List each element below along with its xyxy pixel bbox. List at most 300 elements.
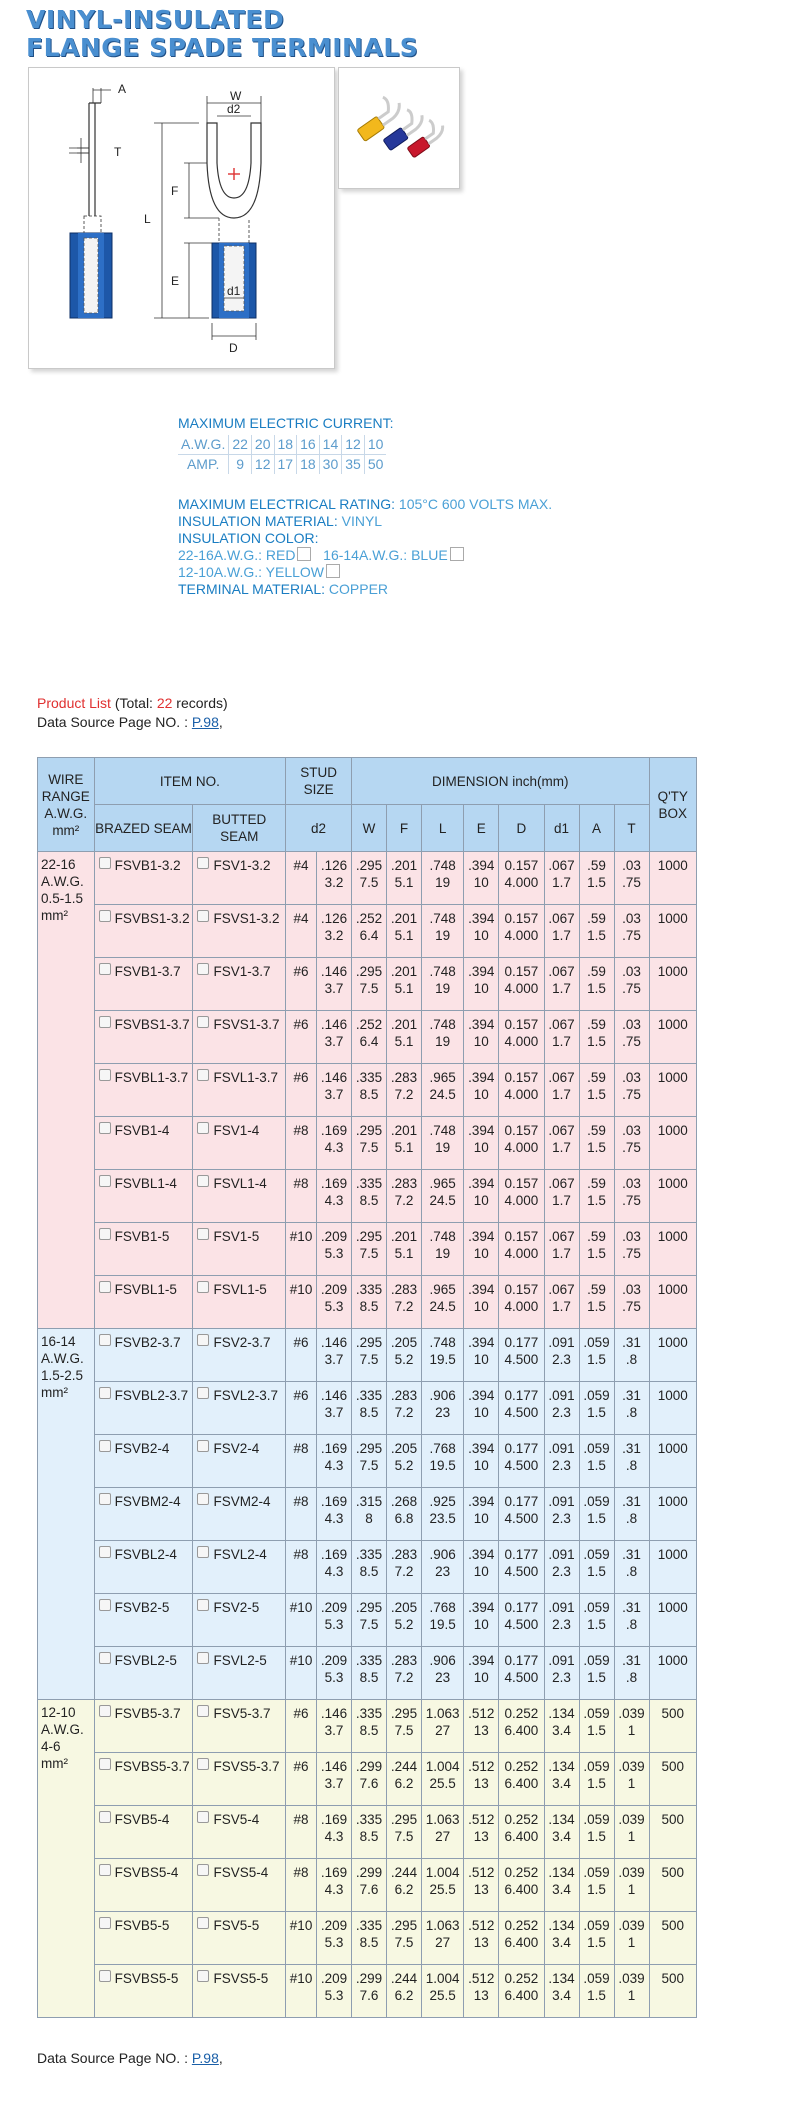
dim-d2-cell (317, 1488, 352, 1541)
mm-value: 2.3 (552, 1511, 571, 1526)
inch-value: .512 (468, 1706, 495, 1721)
select-checkbox[interactable] (99, 1334, 111, 1346)
mm-value: .75 (622, 875, 641, 890)
mm-value: 8.5 (359, 1829, 379, 1844)
mm-value: .75 (622, 1246, 641, 1261)
dim-t-cell (614, 1594, 649, 1647)
dim-l-cell (422, 1647, 464, 1700)
mm-value: 3.7 (324, 981, 344, 996)
mm-value: 4.000 (504, 981, 539, 996)
brazed-item-no: FSVBL1-5 (114, 1282, 177, 1297)
inch-value: .394 (468, 858, 495, 873)
mm-value: 1.5 (587, 1193, 606, 1208)
brazed-item-cell (94, 1965, 193, 2018)
inch-value: 0.252 (504, 1918, 539, 1933)
total-close: records) (172, 695, 228, 711)
dim-a-cell (579, 1806, 614, 1859)
mm-value: 5.3 (324, 1935, 344, 1950)
dim-d-cell (499, 1170, 544, 1223)
dim-d1-cell (544, 1329, 579, 1382)
dim-e-label: E (171, 274, 180, 288)
mm-value: 7.5 (359, 875, 379, 890)
stud-size-cell: #8 (286, 1541, 317, 1594)
select-checkbox[interactable] (99, 1016, 111, 1028)
mm-value: 5.2 (394, 1458, 414, 1473)
title-line-1: VINYL-INSULATED (26, 5, 285, 34)
color-blue-text: 16-14A.W.G.: BLUE (323, 547, 448, 563)
qty-box-cell: 1000 (649, 1382, 696, 1435)
inch-value: .201 (390, 1123, 418, 1138)
inch-value: 0.252 (504, 1759, 539, 1774)
dim-l-cell (422, 1488, 464, 1541)
dim-e-cell (464, 1647, 499, 1700)
select-checkbox[interactable] (197, 1864, 209, 1876)
mm-value: 1.5 (587, 1882, 606, 1897)
inch-value: .283 (390, 1388, 418, 1403)
mm-value: 5.3 (324, 1670, 344, 1685)
mm-value: 1.5 (587, 1140, 606, 1155)
mm-value: .8 (625, 1458, 638, 1473)
inch-value: .059 (583, 1547, 610, 1562)
inch-value: .59 (587, 1176, 606, 1191)
terminal-line (178, 581, 552, 598)
select-checkbox[interactable] (197, 963, 209, 975)
brazed-item-no: FSVBL2-5 (114, 1653, 177, 1668)
mm-value: 3.4 (552, 1829, 571, 1844)
inch-value: 0.252 (504, 1706, 539, 1721)
inch-value: .146 (320, 1706, 348, 1721)
dim-t-cell (614, 1382, 649, 1435)
butted-item-cell (193, 1011, 286, 1064)
dim-f-cell (387, 1541, 422, 1594)
mm-value: 3.4 (552, 1882, 571, 1897)
inch-value: .295 (390, 1812, 418, 1827)
select-checkbox[interactable] (99, 1493, 111, 1505)
select-checkbox[interactable] (197, 1758, 209, 1770)
mm-value: 1 (627, 1882, 636, 1897)
brazed-item-no: FSVBL2-3.7 (114, 1388, 189, 1403)
inch-value: .067 (548, 1176, 575, 1191)
select-checkbox[interactable] (99, 1387, 111, 1399)
mm-value: 1.5 (587, 1776, 606, 1791)
dim-d-cell (499, 1276, 544, 1329)
inch-value: .335 (355, 1388, 383, 1403)
select-checkbox[interactable] (197, 1016, 209, 1028)
select-checkbox[interactable] (99, 963, 111, 975)
brazed-item-no: FSVBL1-4 (114, 1176, 177, 1191)
select-checkbox[interactable] (99, 1175, 111, 1187)
inch-value: .205 (390, 1335, 418, 1350)
inch-value: .039 (618, 1759, 645, 1774)
dim-e-cell (464, 1329, 499, 1382)
dim-l-cell (422, 1859, 464, 1912)
inch-value: .31 (622, 1335, 641, 1350)
mm-value: 5.3 (324, 1246, 344, 1261)
mm-value: 5.1 (394, 981, 414, 996)
dim-t-cell (614, 1223, 649, 1276)
mm-value: 2.3 (552, 1564, 571, 1579)
mm-value: 5.1 (394, 1246, 414, 1261)
wire-range-line: mm² (41, 1756, 68, 1771)
dim-d2-cell (317, 1753, 352, 1806)
mm-value: 10 (473, 875, 489, 890)
inch-value: 0.252 (504, 1865, 539, 1880)
mm-value: 13 (473, 1882, 489, 1897)
dim-d2-cell (317, 1276, 352, 1329)
select-checkbox[interactable] (99, 1917, 111, 1929)
mm-value: 7.5 (359, 1352, 379, 1367)
mm-value: 1 (627, 1988, 636, 2003)
mm-value: .8 (625, 1405, 638, 1420)
inch-value: .394 (468, 1653, 495, 1668)
inch-value: .31 (622, 1441, 641, 1456)
mm-value: 1.7 (552, 1193, 571, 1208)
mm-value: 24.5 (429, 1299, 456, 1314)
awg-value: 20 (251, 435, 274, 455)
mm-value: 3.4 (552, 1776, 571, 1791)
select-checkbox[interactable] (197, 1281, 209, 1293)
qty-box-cell: 1000 (649, 1647, 696, 1700)
dim-a-cell (579, 1753, 614, 1806)
dim-w-cell (352, 1170, 387, 1223)
dim-a-cell (579, 1647, 614, 1700)
dim-l-cell (422, 1382, 464, 1435)
select-checkbox[interactable] (99, 1599, 111, 1611)
dim-e-cell (464, 852, 499, 905)
inch-value: .295 (355, 1600, 383, 1615)
specifications (178, 415, 552, 598)
mm-value: 1.5 (587, 1034, 606, 1049)
inch-value: .03 (622, 1017, 641, 1032)
select-checkbox[interactable] (197, 1705, 209, 1717)
footer-source-link[interactable]: P.98 (191, 2050, 219, 2066)
select-checkbox[interactable] (197, 1334, 209, 1346)
amp-row (178, 455, 386, 475)
select-checkbox[interactable] (99, 857, 111, 869)
dim-l-cell (422, 852, 464, 905)
dim-t-cell (614, 1488, 649, 1541)
select-checkbox[interactable] (197, 1546, 209, 1558)
mm-value: .75 (622, 1034, 641, 1049)
dim-a-cell (579, 1170, 614, 1223)
mm-value: 10 (473, 1246, 489, 1261)
qty-box-cell: 500 (649, 1859, 696, 1912)
stud-size-cell: #6 (286, 1753, 317, 1806)
inch-value: .748 (429, 964, 456, 979)
mm-value: 10 (473, 1352, 489, 1367)
source-tail: , (218, 714, 223, 730)
select-checkbox[interactable] (99, 1440, 111, 1452)
butted-item-cell (193, 1700, 286, 1753)
dim-d2-cell (317, 1170, 352, 1223)
stud-size-cell: #10 (286, 1912, 317, 1965)
select-checkbox[interactable] (99, 1705, 111, 1717)
select-checkbox[interactable] (197, 1175, 209, 1187)
dim-e-cell (464, 1276, 499, 1329)
select-checkbox[interactable] (197, 1228, 209, 1240)
inch-value: .244 (390, 1759, 418, 1774)
amp-label: AMP. (178, 455, 229, 475)
inch-value: .906 (429, 1388, 456, 1403)
dim-w-cell (352, 1382, 387, 1435)
mm-value: 10 (473, 1670, 489, 1685)
dim-a-cell (579, 1117, 614, 1170)
select-checkbox[interactable] (99, 910, 111, 922)
dim-e-cell (464, 1223, 499, 1276)
mm-value: 1.7 (552, 928, 571, 943)
dim-a-cell (579, 1276, 614, 1329)
brazed-item-cell (94, 852, 193, 905)
mm-value: 7.5 (394, 1935, 414, 1950)
mm-value: 25.5 (429, 1776, 456, 1791)
inch-value: .59 (587, 1123, 606, 1138)
awg-label: A.W.G. (178, 435, 229, 455)
butted-item-cell (193, 1382, 286, 1435)
qty-box-cell: 500 (649, 1700, 696, 1753)
mm-value: 4.3 (324, 1511, 344, 1526)
inch-value: .965 (429, 1176, 456, 1191)
dim-d1-cell (544, 1806, 579, 1859)
inch-value: 1.004 (425, 1759, 460, 1774)
inch-value: .067 (548, 1070, 575, 1085)
select-checkbox[interactable] (99, 1970, 111, 1982)
mm-value: .8 (625, 1670, 638, 1685)
butted-item-no: FSVL1-4 (213, 1176, 267, 1191)
footer-source-label: Data Source Page NO. : (37, 2050, 192, 2066)
select-checkbox[interactable] (197, 1069, 209, 1081)
mm-value: 4.3 (324, 1882, 344, 1897)
select-checkbox[interactable] (197, 857, 209, 869)
brazed-item-cell (94, 1117, 193, 1170)
dim-f-cell (387, 958, 422, 1011)
mm-value: 6.400 (504, 1882, 539, 1897)
select-checkbox[interactable] (197, 1652, 209, 1664)
insulation-label: INSULATION MATERIAL: (178, 513, 338, 529)
butted-item-no: FSVS5-5 (213, 1971, 269, 1986)
table-row (38, 1435, 697, 1488)
mm-value: 1.5 (587, 1670, 606, 1685)
wire-range-cell (38, 1329, 95, 1700)
qty-box-cell: 1000 (649, 1488, 696, 1541)
header-wire-range: WIRE RANGE A.W.G. mm² (38, 758, 95, 852)
mm-value: 1.5 (587, 1935, 606, 1950)
inch-value: 0.157 (504, 1176, 539, 1191)
mm-value: 10 (473, 1087, 489, 1102)
mm-value: 3.7 (324, 1087, 344, 1102)
inch-value: .067 (548, 964, 575, 979)
inch-value: .067 (548, 858, 575, 873)
color-label: INSULATION COLOR: (178, 530, 319, 546)
butted-item-no: FSVL2-4 (213, 1547, 267, 1562)
butted-item-no: FSV2-4 (213, 1441, 260, 1456)
inch-value: .201 (390, 964, 418, 979)
mm-value: 3.7 (324, 1352, 344, 1367)
wire-range-line: 12-10 (41, 1705, 76, 1720)
select-checkbox[interactable] (197, 1599, 209, 1611)
dim-d-cell (499, 1382, 544, 1435)
dim-w-cell (352, 1223, 387, 1276)
product-list-summary (37, 694, 228, 713)
select-checkbox[interactable] (99, 1652, 111, 1664)
table-row (38, 1276, 697, 1329)
table-row (38, 1912, 697, 1965)
select-checkbox[interactable] (197, 1440, 209, 1452)
select-checkbox[interactable] (99, 1069, 111, 1081)
dim-w-label: W (230, 89, 242, 103)
inch-value: 0.177 (504, 1547, 539, 1562)
dim-a-cell (579, 1965, 614, 2018)
mm-value: 1.7 (552, 875, 571, 890)
select-checkbox[interactable] (197, 1811, 209, 1823)
stud-size-cell: #4 (286, 852, 317, 905)
butted-item-no: FSV1-3.2 (213, 858, 271, 873)
inch-value: .295 (390, 1918, 418, 1933)
table-row (38, 1859, 697, 1912)
mm-value: .8 (625, 1511, 638, 1526)
dim-d1-cell (544, 1912, 579, 1965)
dim-l-cell (422, 1594, 464, 1647)
select-checkbox[interactable] (99, 1758, 111, 1770)
color-blue-swatch (450, 547, 464, 561)
stud-size-cell: #8 (286, 1806, 317, 1859)
inch-value: .925 (429, 1494, 456, 1509)
dim-a-cell (579, 1859, 614, 1912)
select-checkbox[interactable] (197, 1122, 209, 1134)
dim-f-cell (387, 1753, 422, 1806)
select-checkbox[interactable] (197, 1917, 209, 1929)
dim-t-cell (614, 1435, 649, 1488)
qty-box-cell: 1000 (649, 1541, 696, 1594)
mm-value: 19 (435, 1034, 451, 1049)
header-e: E (464, 805, 499, 852)
mm-value: 6.4 (359, 1034, 379, 1049)
dim-e-cell (464, 1117, 499, 1170)
mm-value: 6.400 (504, 1935, 539, 1950)
mm-value: 4.3 (324, 1829, 344, 1844)
butted-item-no: FSVL1-5 (213, 1282, 267, 1297)
mm-value: 24.5 (429, 1087, 456, 1102)
select-checkbox[interactable] (99, 1228, 111, 1240)
mm-value: 6.8 (394, 1511, 414, 1526)
dim-w-cell (352, 958, 387, 1011)
select-checkbox[interactable] (99, 1546, 111, 1558)
butted-item-cell (193, 1541, 286, 1594)
table-row (38, 1965, 697, 2018)
mm-value: 7.2 (394, 1405, 414, 1420)
mm-value: 3.2 (324, 928, 344, 943)
inch-value: .059 (583, 1653, 610, 1668)
inch-value: .394 (468, 1070, 495, 1085)
dim-d-cell (499, 1435, 544, 1488)
title-line-2: FLANGE SPADE TERMINALS (26, 33, 419, 62)
table-row (38, 1700, 697, 1753)
dim-d2-cell (317, 1541, 352, 1594)
brazed-item-cell (94, 1700, 193, 1753)
dim-a-cell (579, 905, 614, 958)
butted-item-no: FSV1-3.7 (213, 964, 271, 979)
mm-value: 3.4 (552, 1988, 571, 2003)
select-checkbox[interactable] (197, 1493, 209, 1505)
header-a: A (579, 805, 614, 852)
mm-value: 5.1 (394, 1034, 414, 1049)
select-checkbox[interactable] (99, 1281, 111, 1293)
dim-d-cell (499, 905, 544, 958)
mm-value: 23 (435, 1405, 451, 1420)
inch-value: .126 (320, 858, 348, 873)
select-checkbox[interactable] (99, 1811, 111, 1823)
amp-value: 50 (367, 456, 384, 472)
inch-value: 0.157 (504, 1017, 539, 1032)
inch-value: .067 (548, 911, 575, 926)
inch-value: .295 (355, 964, 383, 979)
inch-value: .146 (320, 1335, 348, 1350)
dim-d2-cell (317, 1329, 352, 1382)
mm-value: 1 (627, 1935, 636, 1950)
inch-value: .295 (355, 1335, 383, 1350)
butted-item-cell (193, 1647, 286, 1700)
stud-size-cell: #10 (286, 1223, 317, 1276)
table-row (38, 1117, 697, 1170)
inch-value: .169 (320, 1494, 348, 1509)
dim-a-cell (579, 1594, 614, 1647)
dim-a-cell (579, 852, 614, 905)
amp-value: 12 (251, 455, 274, 475)
select-checkbox[interactable] (197, 910, 209, 922)
mm-value: 27 (435, 1935, 451, 1950)
mm-value: 23 (435, 1670, 451, 1685)
brazed-item-no: FSVB1-3.2 (114, 858, 181, 873)
butted-item-cell (193, 1223, 286, 1276)
mm-value: 1.7 (552, 1246, 571, 1261)
inch-value: .169 (320, 1865, 348, 1880)
brazed-item-no: FSVBS5-5 (114, 1971, 179, 1986)
inch-value: .394 (468, 1547, 495, 1562)
inch-value: .335 (355, 1918, 383, 1933)
mm-value: 13 (473, 1723, 489, 1738)
mm-value: 4.000 (504, 1087, 539, 1102)
select-checkbox[interactable] (197, 1970, 209, 1982)
inch-value: .134 (548, 1706, 575, 1721)
mm-value: 6.2 (394, 1882, 414, 1897)
select-checkbox[interactable] (99, 1122, 111, 1134)
inch-value: 0.157 (504, 1282, 539, 1297)
mm-value: 3.7 (324, 1034, 344, 1049)
dim-w-cell (352, 1912, 387, 1965)
mm-value: 1 (627, 1723, 636, 1738)
mm-value: 8.5 (359, 1087, 379, 1102)
dim-d-cell (499, 1541, 544, 1594)
terminal-value: COPPER (328, 581, 389, 597)
inch-value: .31 (622, 1494, 641, 1509)
dim-e-cell (464, 1912, 499, 1965)
brazed-item-no: FSVB1-5 (114, 1229, 170, 1244)
dim-d1-cell (544, 958, 579, 1011)
select-checkbox[interactable] (99, 1864, 111, 1876)
dim-t-cell (614, 958, 649, 1011)
select-checkbox[interactable] (197, 1387, 209, 1399)
table-row (38, 905, 697, 958)
mm-value: 6.2 (394, 1988, 414, 2003)
dim-l-cell (422, 1117, 464, 1170)
source-page-link[interactable]: P.98 (191, 714, 219, 730)
table-row (38, 1594, 697, 1647)
inch-value: .965 (429, 1070, 456, 1085)
inch-value: .039 (618, 1706, 645, 1721)
dim-a-cell (579, 1382, 614, 1435)
dim-d1-cell (544, 1223, 579, 1276)
brazed-item-no: FSVB1-3.7 (114, 964, 181, 979)
dim-a-label: A (118, 82, 127, 96)
